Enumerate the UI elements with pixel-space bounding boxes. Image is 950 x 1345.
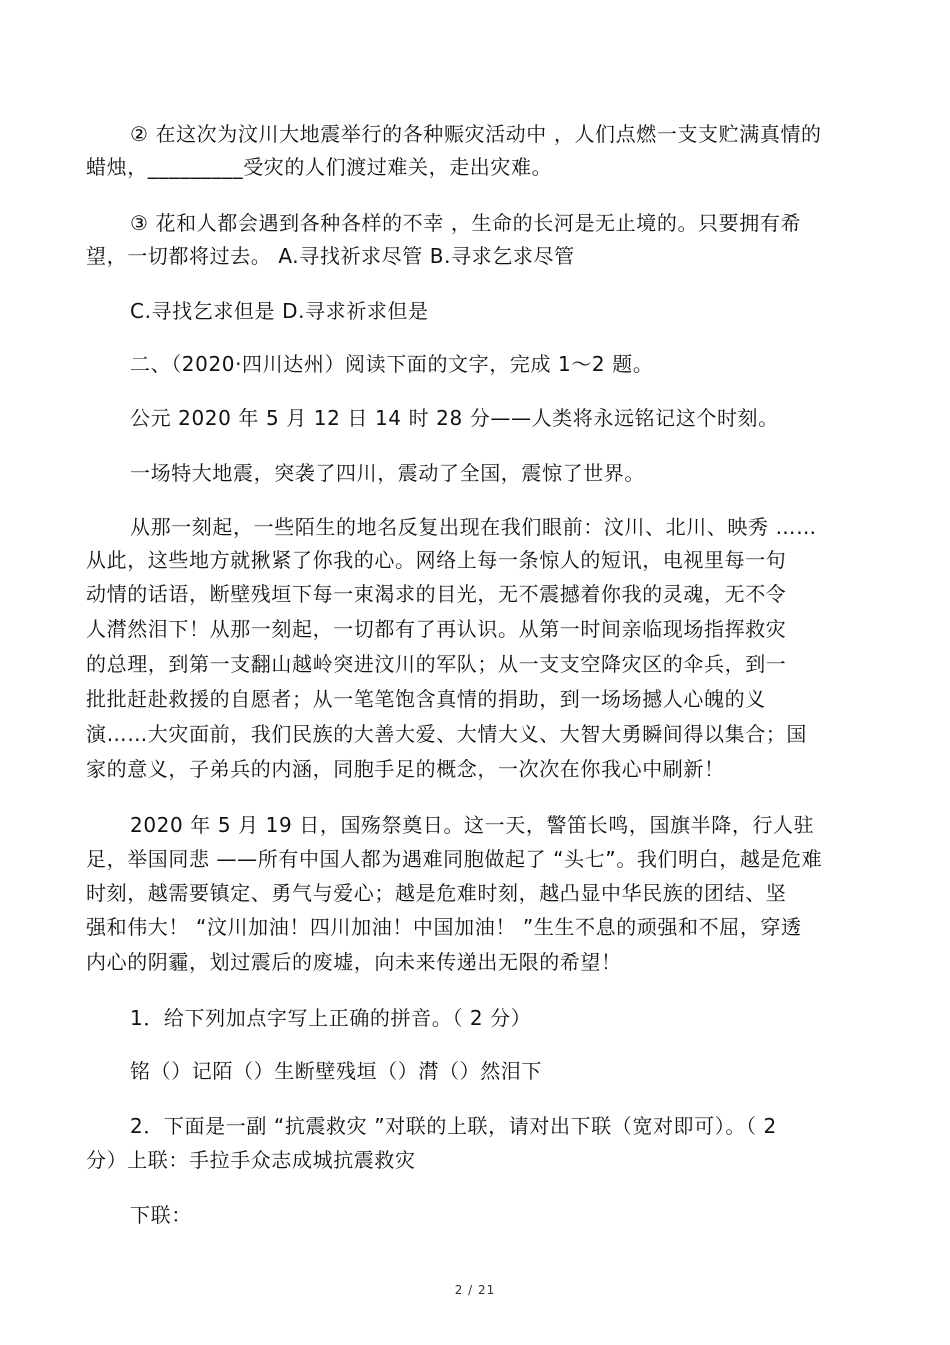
section-heading: 二、（2020·四川达州）阅读下面的文字，完成 1～2 题。 [130, 352, 654, 376]
option-2-line-1: ② 在这次为汶川大地震举行的各种赈灾活动中 ，人们点燃一支支贮满真情的 [130, 122, 822, 146]
passage-paragraph-2-line-1: 2020 年 5 月 19 日，国殇祭奠日。这一天，警笛长鸣，国旗半降，行人驻 [130, 813, 815, 837]
passage-paragraph-2-line-4: 强和伟大！ “汶川加油！四川加油！中国加油！ ”生生不息的顽强和不屈，穿透 [86, 915, 802, 939]
option-2-line-2: 蜡烛，_________受灾的人们渡过难关，走出灾难。 [86, 155, 553, 179]
question-2-line-2: 分）上联：手拉手众志成城抗震救灾 [86, 1148, 416, 1172]
passage-paragraph-1-line-8: 家的意义，子弟兵的内涵，同胞手足的概念，一次次在你我心中刷新！ [86, 757, 725, 781]
passage-paragraph-2-line-2: 足，举国同悲 ——所有中国人都为遇难同胞做起了 “头七”。我们明白，越是危难 [86, 847, 823, 871]
passage-paragraph-1-line-6: 批批赶赴救援的自愿者；从一笔笔饱含真情的捐助，到一场场撼人心魄的义 [86, 687, 766, 711]
page-indicator: 2 / 21 [454, 1283, 496, 1297]
question-1-pinyin-blanks: 铭（）记陌（）生断壁残垣（）潸（）然泪下 [130, 1059, 542, 1083]
question-1: 1．给下列加点字写上正确的拼音。（ 2 分） [130, 1006, 532, 1030]
passage-paragraph-2-line-5: 内心的阴霾，划过震后的废墟，向未来传递出无限的希望！ [86, 950, 622, 974]
passage-paragraph-1-line-5: 的总理，到第一支翻山越岭突进汶川的军队；从一支支空降灾区的伞兵，到一 [86, 652, 787, 676]
question-2-line-1: 2．下面是一副 “抗震救灾 ”对联的上联，请对出下联（宽对即可）。（ 2 [130, 1114, 777, 1138]
passage-paragraph-1-line-4: 人潸然泪下！从那一刻起，一切都有了再认识。从第一时间亲临现场指挥救灾 [86, 617, 787, 641]
passage-paragraph-1-line-7: 演……大灾面前，我们民族的大善大爱、大情大义、大智大勇瞬间得以集合；国 [86, 722, 807, 746]
question-2-answer-label: 下联： [130, 1203, 192, 1227]
passage-paragraph-1-line-1: 从那一刻起，一些陌生的地名反复出现在我们眼前：汶川、北川、映秀 …… [130, 515, 817, 539]
option-3-line-1: ③ 花和人都会遇到各种各样的不幸 ，生命的长河是无止境的。只要拥有希 [130, 211, 802, 235]
answer-options-line: C.寻找乞求但是 D.寻求祈求但是 [130, 299, 429, 323]
passage-paragraph-2-line-3: 时刻，越需要镇定、勇气与爱心；越是危难时刻，越凸显中华民族的团结、坚 [86, 881, 787, 905]
passage-date-line: 公元 2020 年 5 月 12 日 14 时 28 分——人类将永远铭记这个时刻。 [130, 406, 779, 430]
passage-earthquake-line: 一场特大地震，突袭了四川，震动了全国，震惊了世界。 [130, 461, 645, 485]
option-3-line-2: 望，一切都将过去。 A.寻找祈求尽管 B.寻求乞求尽管 [86, 244, 575, 268]
passage-paragraph-1-line-3: 动情的话语，断壁残垣下每一束渴求的目光，无不震撼着你我的灵魂，无不令 [86, 582, 787, 606]
passage-paragraph-1-line-2: 从此，这些地方就揪紧了你我的心。网络上每一条惊人的短讯，电视里每一句 [86, 548, 787, 572]
